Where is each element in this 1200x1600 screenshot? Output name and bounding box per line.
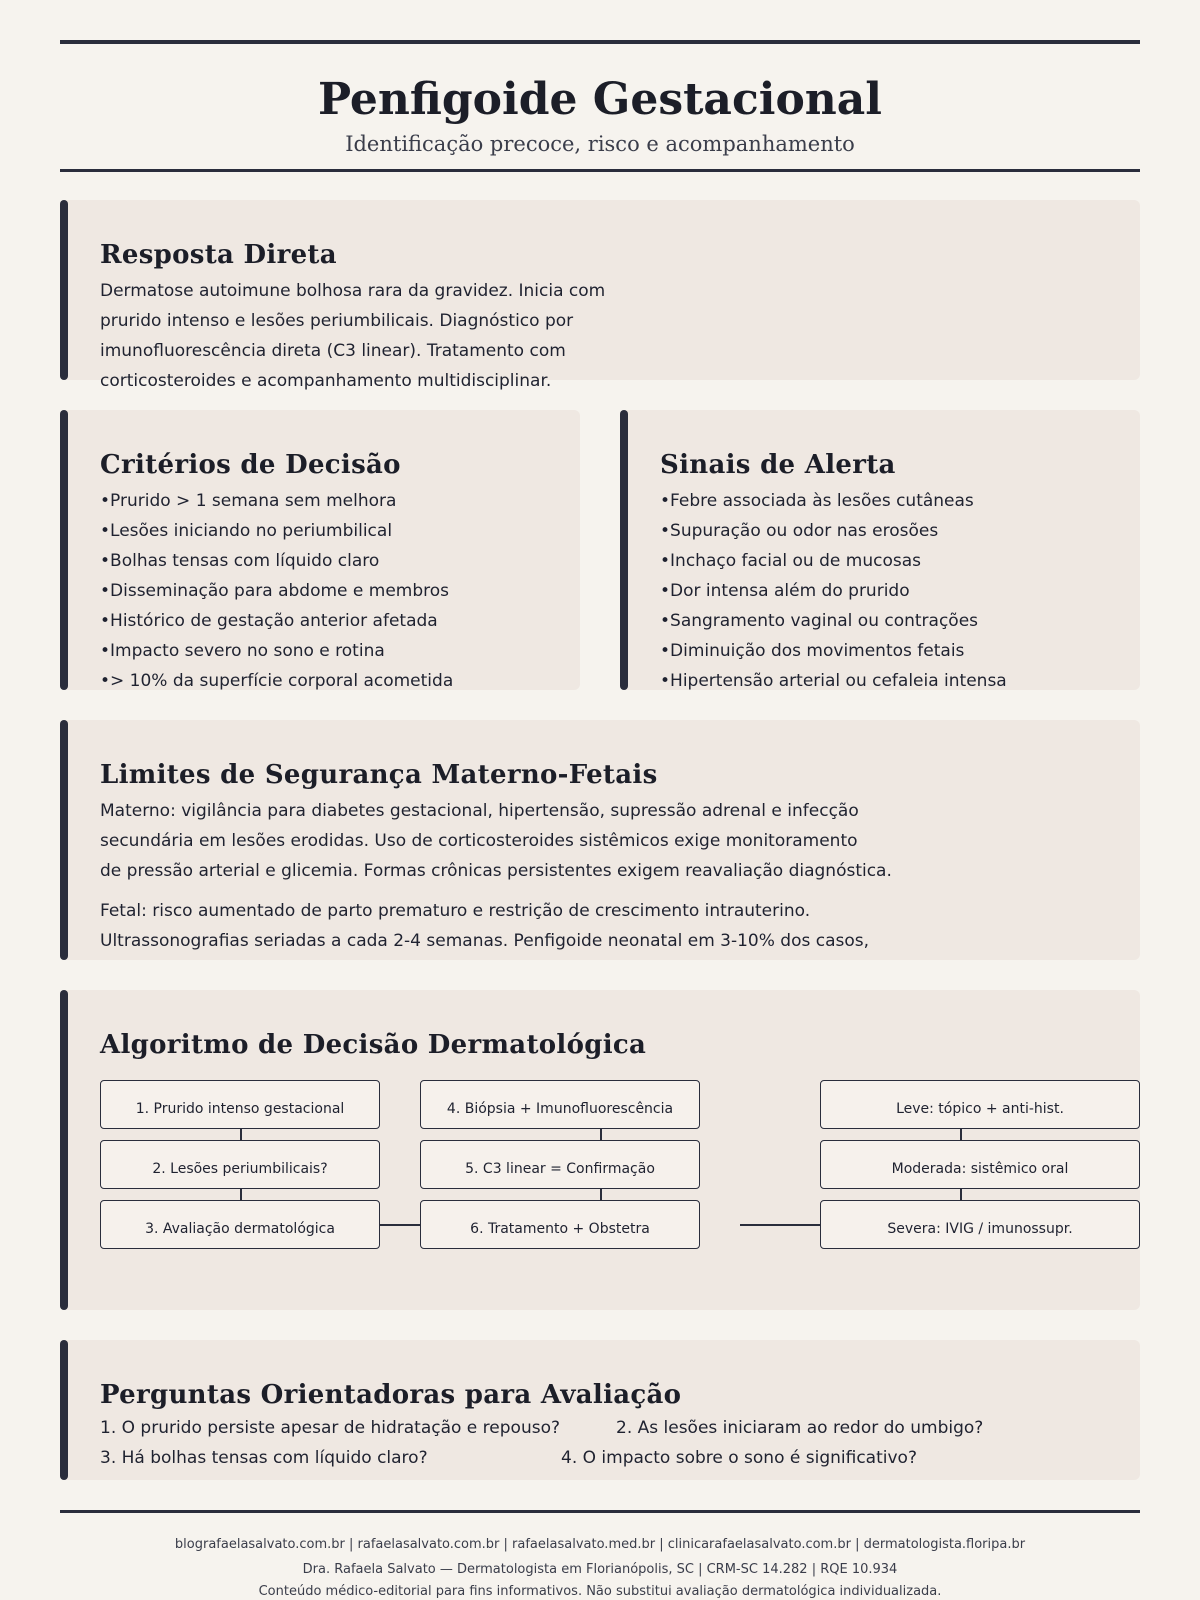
flow-connector [960, 1188, 962, 1200]
flow-connector [740, 1224, 821, 1226]
question-1: 1. O prurido persiste apesar de hidratação e repouso? [100, 1418, 560, 1438]
list-item: • Lesões iniciando no periumbilical [100, 516, 453, 546]
text-line: de pressão arterial e glicemia. Formas crônicas persistentes exigem reavaliação diagnóstica. [100, 861, 892, 881]
flow-connector [240, 1188, 242, 1200]
list-item: • > 10% da superfície corporal acometida [100, 666, 453, 696]
list-item: • Sangramento vaginal ou contrações [660, 606, 1007, 636]
list-item: • Bolhas tensas com líquido claro [100, 546, 453, 576]
text-line: imunofluorescência direta (C3 linear). Tratamento com [100, 341, 566, 361]
card-accent-bar [620, 410, 628, 690]
flow-connector [600, 1188, 602, 1200]
resposta-direta-heading: Resposta Direta [100, 240, 337, 270]
text-line: Ultrassonografias seriadas a cada 2-4 semanas. Penfigoide neonatal em 3-10% dos casos, [100, 931, 870, 951]
flow-outcome-severa: Severa: IVIG / imunossupr. [820, 1200, 1140, 1249]
criterios-list [100, 486, 453, 696]
card-accent-bar [60, 1340, 68, 1480]
header-rule [60, 169, 1140, 172]
algoritmo-card [60, 990, 1140, 1310]
list-item: • Dor intensa além do prurido [660, 576, 1007, 606]
limites-fetal [100, 896, 869, 956]
limites-card [60, 720, 1140, 960]
question-4: 4. O impacto sobre o sono é significativo? [561, 1448, 917, 1468]
algoritmo-heading: Algoritmo de Decisão Dermatológica [100, 1030, 647, 1060]
text-line: corticosteroides e acompanhamento multidisciplinar. [100, 371, 552, 391]
flow-step-1: 1. Prurido intenso gestacional [100, 1080, 380, 1129]
alerta-card [620, 410, 1140, 690]
text-line: Fetal: risco aumentado de parto prematuro e restrição de crescimento intrauterino. [100, 901, 811, 921]
flow-step-2: 2. Lesões periumbilicais? [100, 1140, 380, 1189]
card-accent-bar [60, 990, 68, 1310]
page-title: Penfigoide Gestacional [317, 74, 883, 125]
alerta-heading: Sinais de Alerta [660, 450, 896, 480]
list-item: • Histórico de gestação anterior afetada [100, 606, 453, 636]
top-rule [60, 40, 1140, 44]
text-line: Dermatose autoimune bolhosa rara da gravidez. Inicia com [100, 281, 606, 301]
list-item: • Supuração ou odor nas erosões [660, 516, 1007, 546]
resposta-direta-card [60, 200, 1140, 391]
footer-rule [60, 1510, 1140, 1513]
flow-connector [960, 1128, 962, 1140]
flow-outcome-leve: Leve: tópico + anti-hist. [820, 1080, 1140, 1129]
criterios-heading: Critérios de Decisão [100, 450, 401, 480]
flow-step-3: 3. Avaliação dermatológica [100, 1200, 380, 1249]
text-line: Materno: vigilância para diabetes gestacional, hipertensão, supressão adrenal e infecção [100, 801, 859, 821]
flow-connector [600, 1128, 602, 1140]
flow-outcome-moderada: Moderada: sistêmico oral [820, 1140, 1140, 1189]
list-item: • Hipertensão arterial ou cefaleia intensa [660, 666, 1007, 696]
footer-author: Dra. Rafaela Salvato — Dermatologista em Florianópolis, SC | CRM-SC 14.282 | RQE 10.934 [302, 1562, 898, 1577]
limites-heading: Limites de Segurança Materno-Fetais [100, 760, 658, 790]
flow-connector [380, 1224, 421, 1226]
flow-step-4: 4. Biópsia + Imunofluorescência [420, 1080, 700, 1129]
page-subtitle: Identificação precoce, risco e acompanhamento [345, 132, 855, 156]
list-item: • Disseminação para abdome e membros [100, 576, 453, 606]
card-accent-bar [60, 720, 68, 960]
question-3: 3. Há bolhas tensas com líquido claro? [100, 1448, 428, 1468]
list-item: • Inchaço facial ou de mucosas [660, 546, 1007, 576]
flow-connector [240, 1128, 242, 1140]
text-line: prurido intenso e lesões periumbilicais. Diagnóstico por [100, 311, 574, 331]
perguntas-heading: Perguntas Orientadoras para Avaliação [100, 1380, 682, 1410]
footer-links: blografaelasalvato.com.br | rafaelasalvato.com.br | rafaelasalvato.med.br | clinicarafaelasalvato.com.br | dermatologista.floripa.br [174, 1537, 1026, 1552]
card-accent-bar [60, 410, 68, 690]
perguntas-card [60, 1340, 1140, 1480]
footer-disclaimer: Conteúdo médico-editorial para fins informativos. Não substitui avaliação dermatológica individualizada. [258, 1584, 942, 1599]
flow-step-5: 5. C3 linear = Confirmação [420, 1140, 700, 1189]
list-item: • Prurido > 1 semana sem melhora [100, 486, 453, 516]
list-item: • Diminuição dos movimentos fetais [660, 636, 1007, 666]
question-2: 2. As lesões iniciaram ao redor do umbigo? [616, 1418, 984, 1438]
criterios-card [60, 410, 580, 690]
list-item: • Febre associada às lesões cutâneas [660, 486, 1007, 516]
text-line: secundária em lesões erodidas. Uso de corticosteroides sistêmicos exige monitoramento [100, 831, 858, 851]
resposta-direta-text [100, 276, 740, 396]
limites-materno [100, 796, 892, 886]
flow-step-6: 6. Tratamento + Obstetra [420, 1200, 700, 1249]
list-item: • Impacto severo no sono e rotina [100, 636, 453, 666]
alerta-list [660, 486, 1007, 696]
card-accent-bar [60, 200, 68, 380]
